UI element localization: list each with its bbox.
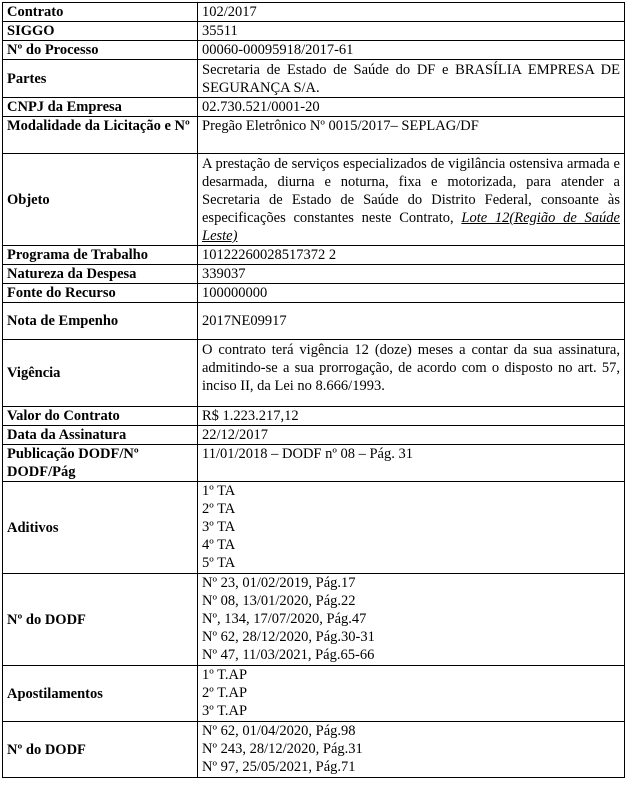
value-modalidade: Pregão Eletrônico Nº 0015/2017– SEPLAG/DF <box>198 117 625 154</box>
label-publicacao: Publicação DODF/Nº DODF/Pág <box>3 445 198 482</box>
label-programa: Programa de Trabalho <box>3 246 198 265</box>
aditivo-item: 2º TA <box>202 501 236 517</box>
value-contrato: 102/2017 <box>198 3 625 22</box>
row-modalidade <box>3 117 625 154</box>
dodf-apostilamento-item: Nº 62, 01/04/2020, Pág.98 <box>202 723 356 739</box>
label-dodf-apostilamentos: Nº do DODF <box>3 722 198 778</box>
label-modalidade: Modalidade da Licitação e Nº <box>3 117 198 154</box>
dodf-aditivo-item: Nº 47, 11/03/2021, Pág.65-66 <box>202 647 375 663</box>
label-assinatura: Data da Assinatura <box>3 426 198 445</box>
objeto-text: A prestação de serviços especializados de vigilância ostensiva armada e desarmada, diurna e noturna, fixa e motorizada, para atender a Secretaria de Estado de Saúde do Distrito Federal, consoante às especificações constantes neste Contrato, <box>202 156 620 226</box>
value-aditivos <box>198 482 625 574</box>
objeto-lote-link: Lote 12(Região de Saúde Leste) <box>202 210 620 244</box>
value-publicacao: 11/01/2018 – DODF nº 08 – Pág. 31 <box>198 445 625 482</box>
row-partes <box>3 60 625 98</box>
label-partes: Partes <box>3 60 198 98</box>
value-apostilamentos <box>198 666 625 722</box>
dodf-aditivo-item: Nº 23, 01/02/2019, Pág.17 <box>202 575 356 591</box>
value-objeto <box>198 154 625 246</box>
row-valor <box>3 407 625 426</box>
value-processo: 00060-00095918/2017-61 <box>198 41 625 60</box>
value-fonte: 100000000 <box>198 284 625 303</box>
row-programa <box>3 246 625 265</box>
row-natureza <box>3 265 625 284</box>
row-dodf-apostilamentos <box>3 722 625 778</box>
row-apostilamentos <box>3 666 625 722</box>
value-valor: R$ 1.223.217,12 <box>198 407 625 426</box>
label-processo: Nº do Processo <box>3 41 198 60</box>
aditivo-item: 4º TA <box>202 537 236 553</box>
apostilamento-item: 2º T.AP <box>202 685 248 701</box>
dodf-apostilamento-item: Nº 97, 25/05/2021, Pág.71 <box>202 759 356 775</box>
row-contrato <box>3 3 625 22</box>
row-objeto <box>3 154 625 246</box>
row-empenho <box>3 303 625 340</box>
row-siggo <box>3 22 625 41</box>
row-aditivos <box>3 482 625 574</box>
aditivo-item: 1º TA <box>202 483 236 499</box>
row-fonte <box>3 284 625 303</box>
value-empenho: 2017NE09917 <box>198 303 625 340</box>
aditivo-item: 3º TA <box>202 519 236 535</box>
row-vigencia <box>3 340 625 407</box>
value-partes: Secretaria de Estado de Saúde do DF e BRASÍLIA EMPRESA DE SEGURANÇA S/A. <box>198 60 625 98</box>
label-fonte: Fonte do Recurso <box>3 284 198 303</box>
label-cnpj: CNPJ da Empresa <box>3 98 198 117</box>
dodf-apostilamento-item: Nº 243, 28/12/2020, Pág.31 <box>202 741 363 757</box>
label-apostilamentos: Apostilamentos <box>3 666 198 722</box>
value-natureza: 339037 <box>198 265 625 284</box>
apostilamento-item: 1º T.AP <box>202 667 248 683</box>
label-empenho: Nota de Empenho <box>3 303 198 340</box>
value-siggo: 35511 <box>198 22 625 41</box>
value-dodf-apostilamentos <box>198 722 625 778</box>
value-vigencia: O contrato terá vigência 12 (doze) meses a contar da sua assinatura, admitindo-se a sua prorrogação, de acordo com o disposto no art. 57, inciso II, da Lei no 8.666/1993. <box>198 340 625 407</box>
row-processo <box>3 41 625 60</box>
label-objeto: Objeto <box>3 154 198 246</box>
label-vigencia: Vigência <box>3 340 198 407</box>
dodf-aditivo-item: Nº 08, 13/01/2020, Pág.22 <box>202 593 356 609</box>
row-assinatura <box>3 426 625 445</box>
label-contrato: Contrato <box>3 3 198 22</box>
label-natureza: Natureza da Despesa <box>3 265 198 284</box>
row-dodf-aditivos <box>3 574 625 666</box>
row-cnpj <box>3 98 625 117</box>
row-publicacao <box>3 445 625 482</box>
dodf-aditivo-item: Nº, 134, 17/07/2020, Pág.47 <box>202 611 367 627</box>
label-siggo: SIGGO <box>3 22 198 41</box>
value-cnpj: 02.730.521/0001-20 <box>198 98 625 117</box>
label-dodf-aditivos: Nº do DODF <box>3 574 198 666</box>
aditivo-item: 5º TA <box>202 555 236 571</box>
value-dodf-aditivos <box>198 574 625 666</box>
dodf-aditivo-item: Nº 62, 28/12/2020, Pág.30-31 <box>202 629 375 645</box>
apostilamento-item: 3º T.AP <box>202 703 248 719</box>
contract-table <box>2 2 625 778</box>
label-valor: Valor do Contrato <box>3 407 198 426</box>
value-assinatura: 22/12/2017 <box>198 426 625 445</box>
value-programa: 10122260028517372 2 <box>198 246 625 265</box>
label-aditivos: Aditivos <box>3 482 198 574</box>
